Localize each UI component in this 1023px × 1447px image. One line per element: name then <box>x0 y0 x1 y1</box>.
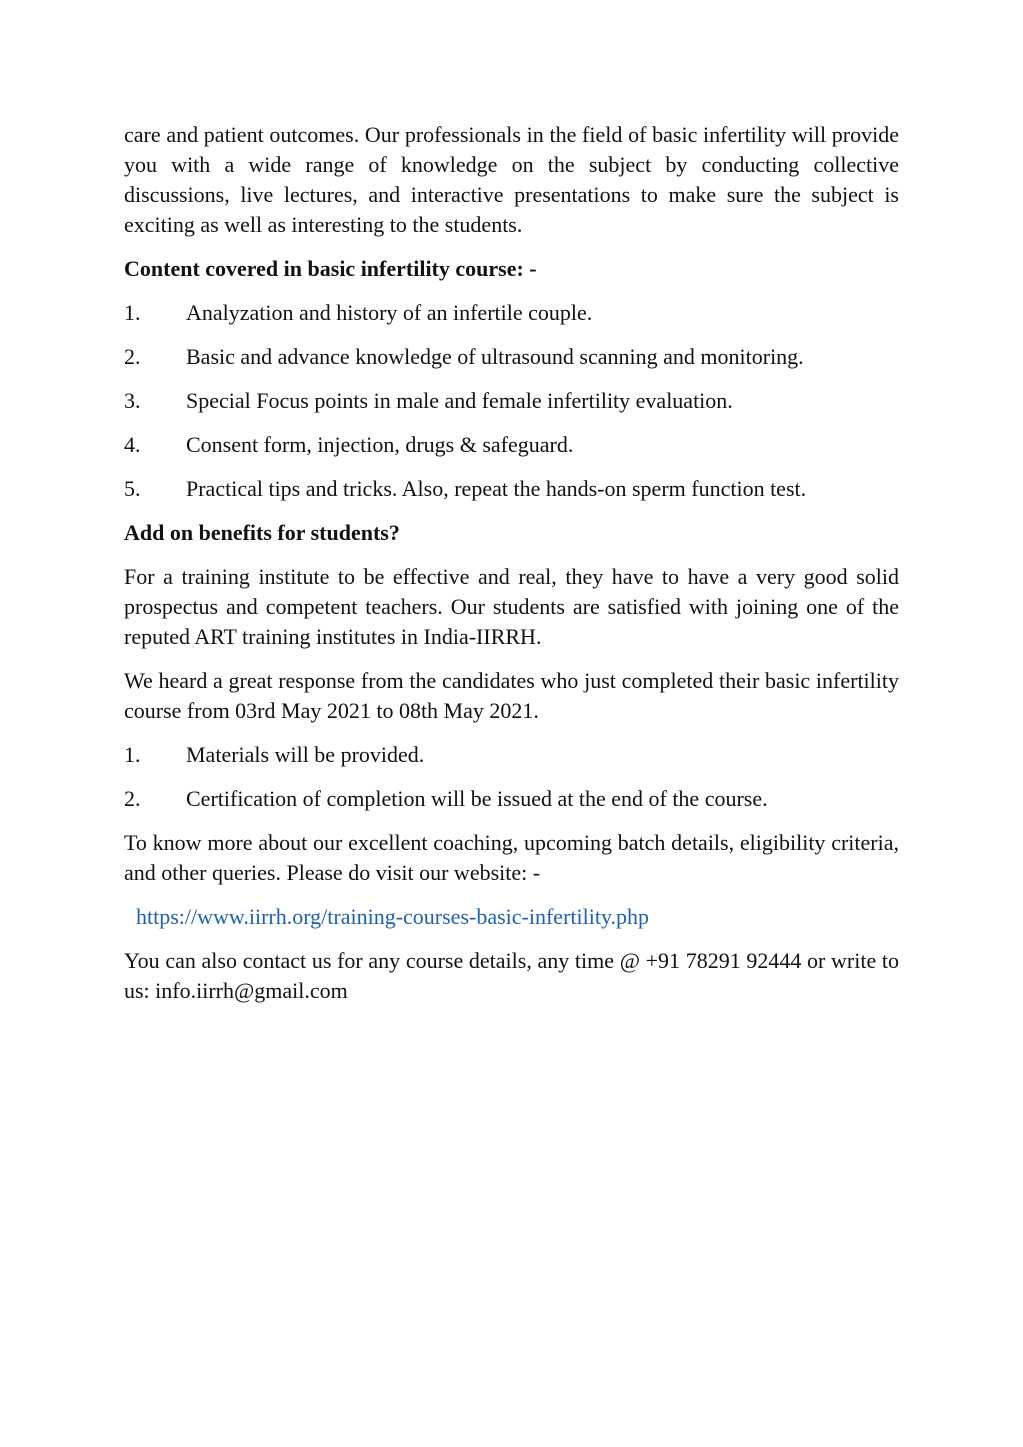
website-link-line <box>124 902 899 932</box>
list-item-number: 5. <box>124 476 141 501</box>
list-item <box>124 784 899 814</box>
list-item <box>124 474 899 504</box>
intro-paragraph: care and patient outcomes. Our professionals in the field of basic infertility will provide you with a wide range of knowledge on the subject by conducting collective discussions, live lectures, and interactive presentations to make sure the subject is exciting as well as interesting to the students. <box>124 122 899 237</box>
list-item-number: 2. <box>124 786 141 811</box>
benefits-heading: Add on benefits for students? <box>124 520 400 545</box>
list-item-number: 2. <box>124 344 141 369</box>
content-heading: Content covered in basic infertility course: - <box>124 256 537 281</box>
content-list <box>124 298 899 504</box>
list-item-text: Basic and advance knowledge of ultrasound scanning and monitoring. <box>186 344 804 369</box>
list-item-text: Consent form, injection, drugs & safeguard. <box>186 432 574 457</box>
list-item <box>124 298 899 328</box>
list-item-text: Practical tips and tricks. Also, repeat the hands-on sperm function test. <box>186 476 807 501</box>
list-item-number: 1. <box>124 300 141 325</box>
list-item <box>124 740 899 770</box>
benefits-paragraph: We heard a great response from the candidates who just completed their basic infertility course from 03rd May 2021 to 08th May 2021. <box>124 668 899 723</box>
list-item-number: 1. <box>124 742 141 767</box>
list-item-text: Certification of completion will be issued at the end of the course. <box>186 786 768 811</box>
more-info-paragraph: To know more about our excellent coaching, upcoming batch details, eligibility criteria, and other queries. Please do visit our website: - <box>124 830 899 885</box>
list-item-number: 4. <box>124 432 141 457</box>
website-link[interactable]: https://www.iirrh.org/training-courses-basic-infertility.php <box>136 904 650 929</box>
list-item <box>124 342 899 372</box>
list-item-text: Special Focus points in male and female infertility evaluation. <box>186 388 733 413</box>
benefits-paragraph: For a training institute to be effective and real, they have to have a very good solid prospectus and competent teachers. Our students are satisfied with joining one of the reputed ART training institutes in India-IIRRH. <box>124 564 899 649</box>
list-item <box>124 386 899 416</box>
list-item <box>124 430 899 460</box>
contact-paragraph: You can also contact us for any course details, any time @ +91 78291 92444 or write to us: info.iirrh@gmail.com <box>124 948 899 1003</box>
document-page <box>124 120 899 1020</box>
list-item-number: 3. <box>124 388 141 413</box>
benefits-list <box>124 740 899 814</box>
list-item-text: Materials will be provided. <box>186 742 425 767</box>
list-item-text: Analyzation and history of an infertile couple. <box>186 300 593 325</box>
